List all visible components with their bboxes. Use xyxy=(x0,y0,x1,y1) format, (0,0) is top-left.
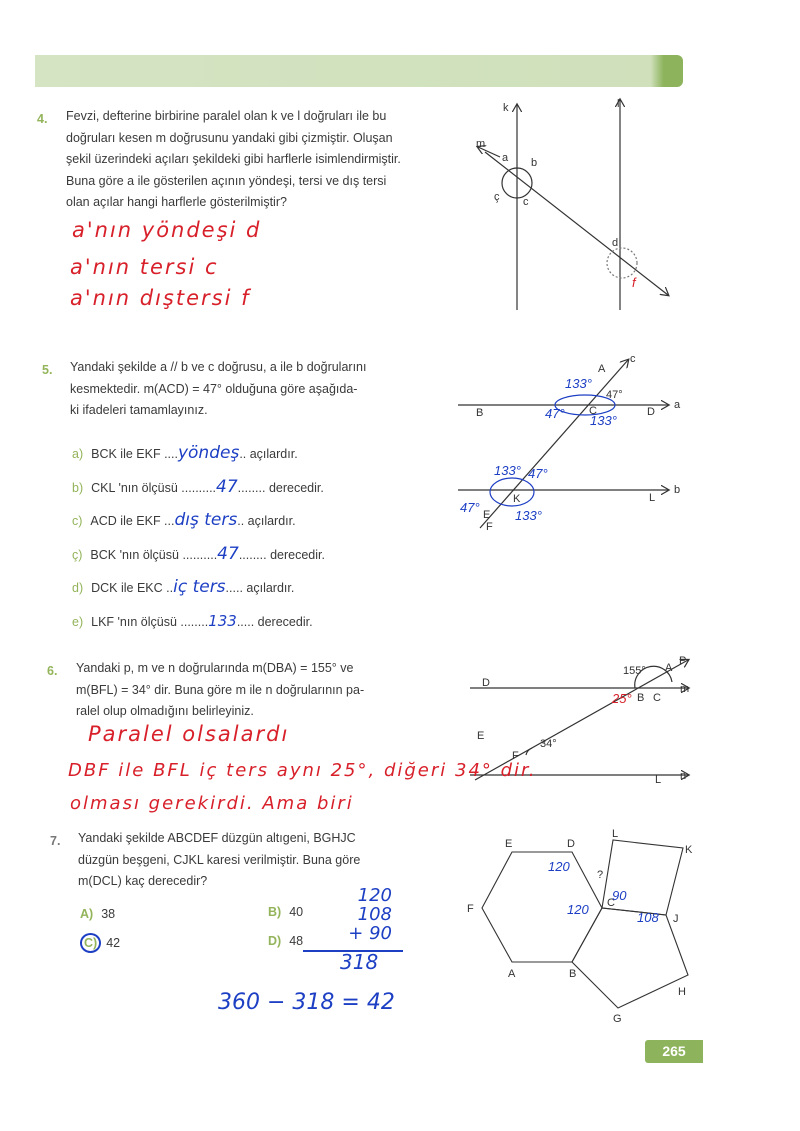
handwritten-angle: 133° xyxy=(590,413,617,428)
label-A: A xyxy=(508,968,516,980)
question-6-text xyxy=(76,658,364,723)
label-C: C xyxy=(607,897,615,909)
label-L: L xyxy=(612,828,619,840)
q5-items xyxy=(72,437,325,639)
label-K: K xyxy=(685,844,693,856)
text-line: m(BFL) = 34° dir. Buna göre m ile n doğrularının pa- xyxy=(76,682,365,697)
label-P: P xyxy=(679,655,687,667)
label-J: J xyxy=(673,913,679,925)
text-line: doğruları kesen m doğrusunu yandaki gibi çizmiştir. Oluşan xyxy=(66,130,393,145)
handwritten-answer: a'nın yöndeşi d xyxy=(72,218,262,242)
fill-item: ç) BCK 'nın ölçüsü ..........47........ derecedir. xyxy=(72,543,325,564)
text-line: Yandaki p, m ve n doğrularında m(DBA) = 155° ve xyxy=(76,661,354,675)
label-155: 155° xyxy=(623,665,646,677)
handwritten-answer: Paralel olsalardı xyxy=(88,722,290,746)
question-number: 4. xyxy=(37,112,48,126)
option-c-selected[interactable]: C) 42 xyxy=(80,936,120,950)
handwritten-answer: a'nın dıştersi f xyxy=(70,286,251,310)
handwritten-angle: 120 xyxy=(548,859,570,874)
fill-item: c) ACD ile EKF ...dış ters.. açılardır. xyxy=(72,510,296,531)
line-m xyxy=(485,152,668,295)
label-H: H xyxy=(678,986,686,998)
label-m: m xyxy=(476,138,486,150)
label-F: F xyxy=(512,750,519,762)
label-c-cedilla: ç xyxy=(494,191,500,203)
label-f: f xyxy=(632,275,636,290)
handwritten-sum: 318 xyxy=(340,950,379,974)
label-c: c xyxy=(523,196,529,208)
text-line: Yandaki şekilde a // b ve c doğrusu, a ile b doğrularını xyxy=(70,360,367,374)
handwritten-answer: a'nın tersi c xyxy=(70,255,219,279)
label-m: m xyxy=(680,683,690,695)
handwritten-angle: 133° xyxy=(565,376,592,391)
label-A: A xyxy=(665,662,673,674)
handwritten-angle: 47° xyxy=(545,406,565,421)
label-question: ? xyxy=(597,869,604,881)
line-c xyxy=(480,360,628,528)
handwritten-angle: 25° xyxy=(612,691,632,706)
label-F: F xyxy=(467,903,474,915)
handwritten-angle: 108 xyxy=(637,910,659,925)
handwritten-angle: 120 xyxy=(567,902,589,917)
label-B: B xyxy=(637,692,645,704)
label-K: K xyxy=(513,493,521,505)
text-line: ralel olup olmadığını belirleyiniz. xyxy=(76,704,254,718)
option-a[interactable]: A) 38 xyxy=(80,907,116,921)
handwritten-angle: 133° xyxy=(494,463,521,478)
label-47: 47° xyxy=(606,389,623,401)
label-k: k xyxy=(503,102,509,114)
question-number: 5. xyxy=(42,363,53,377)
label-b: b xyxy=(674,484,681,496)
label-F: F xyxy=(486,521,493,533)
handwritten-answer: DBF ile BFL iç ters aynı 25°, diğeri 34° dir. xyxy=(68,760,537,781)
label-E: E xyxy=(505,838,513,850)
option-d[interactable]: D) 48 xyxy=(268,934,304,948)
label-l: l xyxy=(617,98,620,110)
handwritten-angle: 133° xyxy=(515,508,542,523)
question-number: 6. xyxy=(47,664,58,678)
q4-figure xyxy=(478,100,668,310)
fill-item: d) DCK ile EKC ..iç ters..... açılardır. xyxy=(72,577,295,598)
text-line: Yandaki şekilde ABCDEF düzgün altıgeni, BGHJC xyxy=(78,831,356,845)
label-D: D xyxy=(482,677,490,689)
label-E: E xyxy=(477,730,485,742)
label-D: D xyxy=(647,406,655,418)
label-b: b xyxy=(531,157,538,169)
fill-item: b) CKL 'nın ölçüsü ..........47........ derecedir. xyxy=(72,476,324,497)
label-C: C xyxy=(653,692,661,704)
text-line: olan açılar hangi harflerle gösterilmiştir? xyxy=(66,195,287,209)
label-a: a xyxy=(502,152,509,164)
label-D: D xyxy=(567,838,575,850)
text-line: kesmektedir. m(ACD) = 47° olduğuna göre aşağıda- xyxy=(70,381,358,396)
label-c: c xyxy=(630,353,636,365)
text-line: düzgün beşgeni, CJKL karesi verilmiştir. Buna göre xyxy=(78,852,361,867)
question-5-text xyxy=(70,357,366,422)
label-B: B xyxy=(569,968,577,980)
label-a: a xyxy=(674,399,681,411)
handwritten-angle: 47° xyxy=(528,466,548,481)
label-G: G xyxy=(613,1013,622,1025)
question-7-text xyxy=(78,828,360,893)
text-line: m(DCL) kaç derecedir? xyxy=(78,874,208,888)
label-d: d xyxy=(612,237,619,249)
fill-item: e) LKF 'nın ölçüsü ........133..... derecedir. xyxy=(72,611,313,630)
fill-item: a) BCK ile EKF ....yöndeş.. açılardır. xyxy=(72,443,298,463)
label-L: L xyxy=(655,774,662,786)
label-34: 34° xyxy=(540,738,557,750)
label-E: E xyxy=(483,509,491,521)
handwritten-answer: olması gerekirdi. Ama biri xyxy=(70,793,354,814)
handwritten-work: 120 108 + 90 xyxy=(348,885,392,944)
handwritten-angle: 47° xyxy=(460,500,480,515)
text-line: ki ifadeleri tamamlayınız. xyxy=(70,403,208,417)
option-b[interactable]: B) 40 xyxy=(268,905,304,919)
handwritten-angle: 90 xyxy=(612,888,627,903)
text-line: Fevzi, defterine birbirine paralel olan k ve l doğruları ile bu xyxy=(66,109,387,123)
page-number: 265 xyxy=(645,1040,703,1063)
label-L: L xyxy=(649,492,656,504)
label-B: B xyxy=(476,407,484,419)
pentagon xyxy=(572,908,688,1008)
handwritten-result: 360 − 318 = 42 xyxy=(218,990,395,1015)
q5-figure xyxy=(458,360,668,528)
label-C: C xyxy=(589,405,597,417)
label-A: A xyxy=(598,363,606,375)
question-number: 7. xyxy=(50,834,61,848)
label-n: n xyxy=(680,770,687,782)
text-line: Buna göre a ile gösterilen açının yöndeşi, tersi ve dış tersi xyxy=(66,173,387,188)
text-line: şekil üzerindeki açıları şekildeki gibi harflerle isimlendirmiştir. xyxy=(66,152,401,166)
